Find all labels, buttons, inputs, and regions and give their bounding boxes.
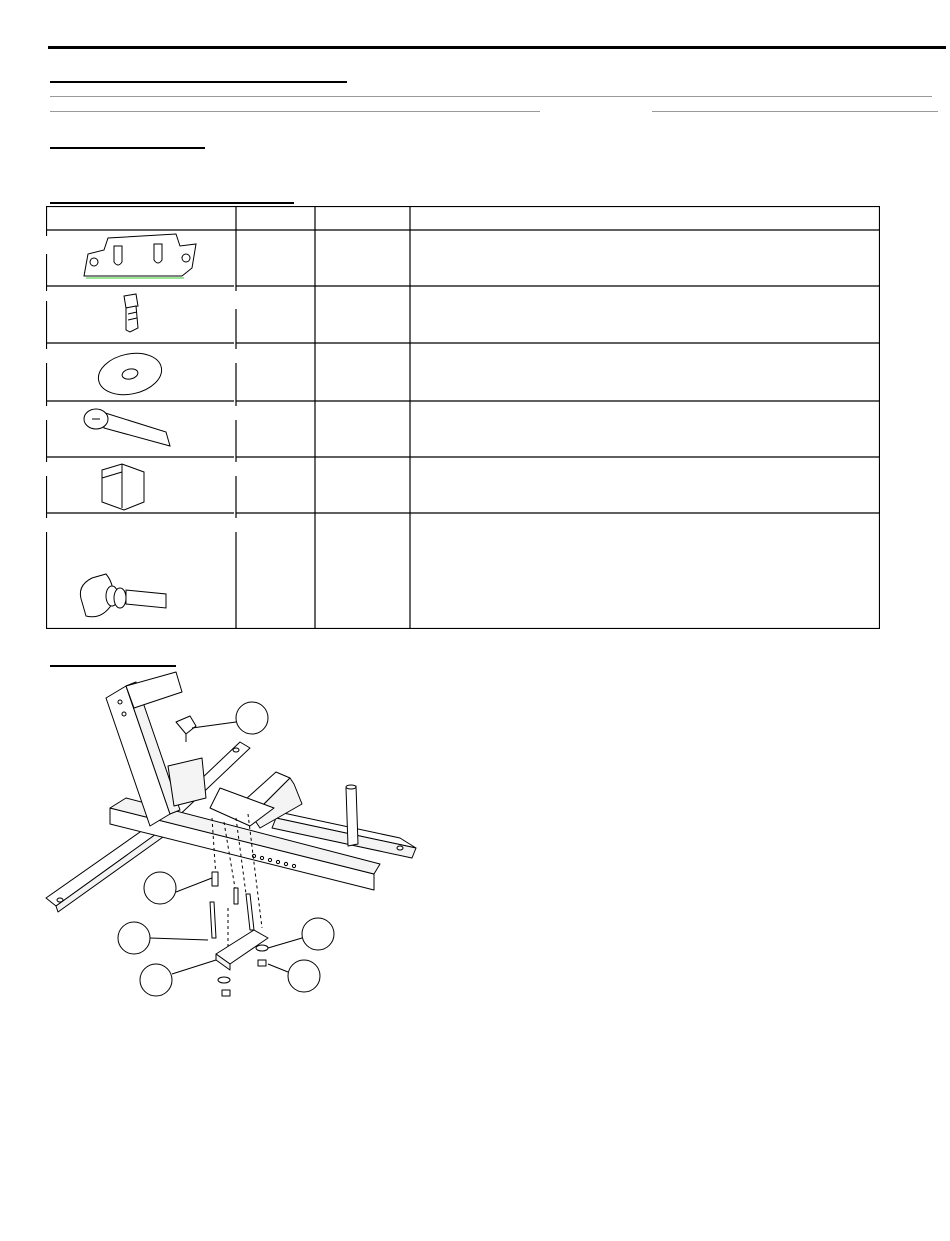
hardware-heading-underline (50, 147, 205, 149)
title-underline (50, 81, 347, 83)
header-rule (48, 46, 946, 49)
assembly-diagram (40, 668, 440, 1013)
exploded-view (40, 668, 440, 1013)
intro-line-2a (50, 111, 540, 112)
table-caption-underline (50, 202, 294, 204)
parts-table-grid (46, 206, 880, 629)
intro-line-2b (652, 111, 938, 112)
flat-washer-icon (95, 348, 166, 400)
mounting-bracket-icon (84, 234, 196, 278)
assembly-heading-underline (50, 665, 176, 667)
knob-bolt-icon (80, 574, 166, 617)
parts-table (46, 206, 880, 629)
flat-head-bolt-icon (84, 409, 170, 446)
shoulder-bolt-icon (124, 294, 138, 332)
hex-nut-icon (102, 464, 144, 510)
intro-line-1 (50, 96, 932, 97)
